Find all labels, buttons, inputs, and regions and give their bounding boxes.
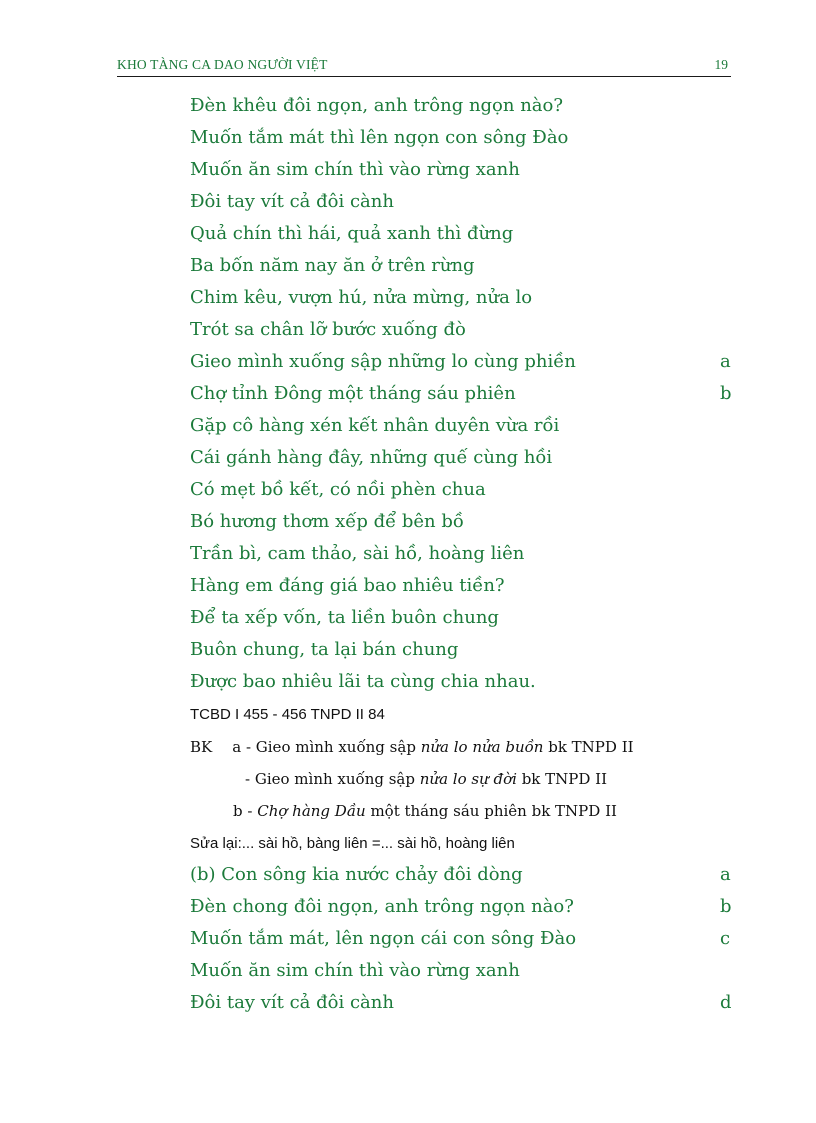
verse-line: Quả chín thì hái, quả xanh thì đừng [190, 223, 514, 244]
verse-line: Muốn tắm mát thì lên ngọn con sông Đào [190, 127, 569, 148]
verse-line: Được bao nhiêu lãi ta cùng chia nhau. [190, 671, 536, 692]
verse-line: Bó hương thơm xếp để bên bồ [190, 511, 464, 532]
verse-line: Đôi tay vít cả đôi cành [190, 992, 394, 1013]
verse-line: Cái gánh hàng đây, những quế cùng hồi [190, 447, 553, 468]
source-reference: TCBD I 455 - 456 TNPD II 84 [190, 706, 385, 723]
variant-marker: c [720, 928, 731, 949]
variant-marker: a [720, 864, 731, 885]
page-header [117, 55, 731, 77]
variant-marker: b [720, 896, 732, 917]
verse-line: Ba bốn năm nay ăn ở trên rừng [190, 255, 475, 276]
verse-line: Chợ tỉnh Đông một tháng sáu phiên [190, 383, 516, 404]
variant-marker: b [720, 383, 732, 404]
verse-line: Để ta xếp vốn, ta liền buôn chung [190, 607, 499, 628]
verse-line: Muốn ăn sim chín thì vào rừng xanh [190, 960, 520, 981]
correction-note: Sửa lại:... sài hồ, bàng liên =... sài hồ, hoàng liên [190, 835, 515, 852]
book-title: KHO TÀNG CA DAO NGƯỜI VIỆT [117, 57, 328, 72]
verse-line: Có mẹt bồ kết, có nồi phèn chua [190, 479, 486, 500]
verse-line: (b) Con sông kia nước chảy đôi dòng [190, 864, 523, 885]
verse-line: Gieo mình xuống sập những lo cùng phiền [190, 351, 576, 372]
verse-line: Đôi tay vít cả đôi cành [190, 191, 394, 212]
variant-marker: a [720, 351, 731, 372]
page-number: 19 [714, 57, 728, 72]
verse-line: Muốn tắm mát, lên ngọn cái con sông Đào [190, 928, 577, 949]
bk-label: BK [190, 738, 213, 756]
verse-line: Buôn chung, ta lại bán chung [190, 639, 459, 660]
variant-note-a: BK a - Gieo mình xuống sập nửa lo nửa buồn bk TNPD II [190, 738, 634, 756]
verse-line: Muốn ăn sim chín thì vào rừng xanh [190, 159, 520, 180]
variant-marker: d [720, 992, 732, 1013]
verse-line: Đèn chong đôi ngọn, anh trông ngọn nào? [190, 896, 574, 917]
variant-note-a2: - Gieo mình xuống sập nửa lo sự đời bk TNPD II [245, 770, 608, 788]
variant-note-b: b - Chợ hàng Dầu một tháng sáu phiên bk TNPD II [233, 802, 617, 820]
verse-line: Chim kêu, vượn hú, nửa mừng, nửa lo [190, 287, 533, 308]
verse-line: Trót sa chân lỡ bước xuống đò [190, 319, 466, 340]
verse-line: Gặp cô hàng xén kết nhân duyên vừa rồi [190, 415, 560, 436]
verse-line: Trần bì, cam thảo, sài hồ, hoàng liên [190, 543, 525, 564]
verse-line: Đèn khêu đôi ngọn, anh trông ngọn nào? [190, 95, 564, 116]
verse-line: Hàng em đáng giá bao nhiêu tiền? [190, 575, 505, 596]
